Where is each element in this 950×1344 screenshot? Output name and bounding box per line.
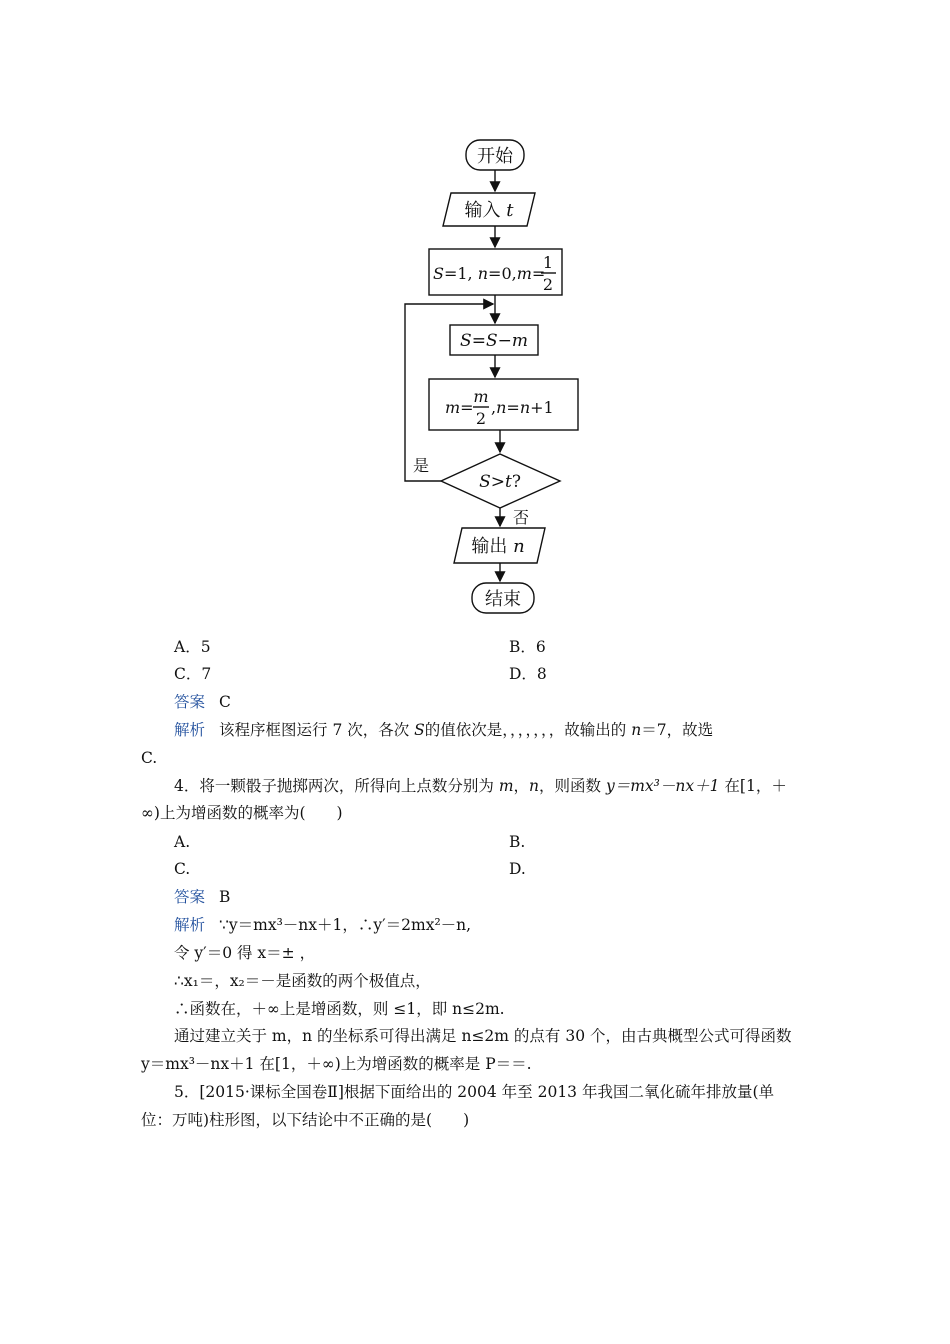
step2-frac-den: 2 bbox=[475, 409, 487, 428]
q4-stem-n: n bbox=[529, 777, 540, 795]
cond-gt: > bbox=[490, 472, 505, 492]
init-frac-den: 2 bbox=[542, 275, 554, 294]
q3-option-d: D．8 bbox=[509, 665, 547, 683]
input-var: t bbox=[506, 200, 514, 221]
step1-m: m bbox=[511, 331, 528, 351]
q4-answer-label: 答案 bbox=[174, 888, 206, 906]
q4-option-c: C. bbox=[174, 860, 191, 878]
cond-s: S bbox=[479, 472, 491, 492]
init-m: m bbox=[516, 264, 532, 283]
q4-analysis-text1: ∵y＝mx³－nx＋1，∴y′＝2mx²－n, bbox=[219, 916, 472, 934]
q4-answer bbox=[174, 887, 230, 907]
q4-stem-part2: ，则函数 bbox=[539, 777, 602, 795]
q4-stem-part3: 在[1，＋ bbox=[724, 777, 787, 795]
q4-analysis-line3: ∴x₁＝，x₂＝－是函数的两个极值点， bbox=[174, 972, 431, 990]
q4-analysis-label: 解析 bbox=[174, 916, 206, 934]
q3-analysis-continued: C. bbox=[141, 749, 158, 767]
q4-option-b: B. bbox=[509, 833, 526, 851]
q4-stem-comma: ， bbox=[513, 777, 530, 795]
init-s: S bbox=[433, 264, 444, 283]
step2-n2: n bbox=[519, 398, 531, 417]
svg-text:S=S−m bbox=[460, 331, 528, 351]
cond-t: t bbox=[504, 472, 512, 492]
svg-text:,n=n+1 bbox=[491, 398, 554, 417]
step1-eq: = bbox=[471, 331, 486, 351]
q4-option-a: A. bbox=[174, 833, 191, 851]
q3-analysis-n: n bbox=[631, 721, 642, 739]
q4-stem-part1: 4．将一颗骰子抛掷两次，所得向上点数分别为 bbox=[174, 777, 494, 795]
svg-text:m= bbox=[445, 398, 474, 417]
svg-text:S>t? bbox=[479, 472, 521, 492]
q3-option-b: B．6 bbox=[509, 638, 546, 656]
q3-analysis-text2: 的值依次是，，，，，，，故输出的 bbox=[424, 721, 627, 739]
q3-answer bbox=[174, 692, 231, 712]
init-eq1: =1, bbox=[443, 264, 478, 283]
q3-answer-value: C bbox=[219, 693, 231, 711]
q4-stem-function: y＝mx³－nx＋1 bbox=[605, 777, 720, 795]
q3-analysis bbox=[174, 720, 713, 740]
q5-stem-line1: 5．[2015·课标全国卷Ⅱ]根据下面给出的 2004 年至 2013 年我国二氧化硫年排放量(单 bbox=[174, 1083, 775, 1101]
svg-text:S=1, n=0,m= bbox=[433, 264, 545, 283]
q4-stem-line2: ∞)上为增函数的概率为( ) bbox=[141, 804, 343, 822]
q4-stem-m: m bbox=[498, 777, 514, 795]
svg-text:输出 n bbox=[471, 536, 524, 557]
q3-analysis-s: S bbox=[414, 721, 425, 739]
program-flowchart bbox=[0, 0, 950, 630]
no-label: 否 bbox=[513, 508, 530, 527]
q4-analysis-line4: ∴函数在，＋∞上是增函数，则 ≤1，即 n≤2m. bbox=[174, 1000, 505, 1018]
step2-eq: = bbox=[460, 398, 474, 417]
q4-analysis-line5: 通过建立关于 m，n 的坐标系可得出满足 n≤2m 的点有 30 个，由古典概型公式可得函数 bbox=[174, 1027, 792, 1045]
q4-stem-line1 bbox=[174, 776, 787, 796]
q4-analysis-line6: y＝mx³－nx＋1 在[1，＋∞)上为增函数的概率是 P＝＝. bbox=[141, 1055, 532, 1073]
q4-analysis-line2: 令 y′＝0 得 x＝± ， bbox=[174, 944, 316, 962]
cond-q: ? bbox=[511, 472, 521, 492]
step1-s: S bbox=[460, 331, 472, 351]
q3-answer-label: 答案 bbox=[174, 693, 206, 711]
q5-stem-line2: 位：万吨)柱形图，以下结论中不正确的是( ) bbox=[141, 1111, 470, 1129]
step1-s2: S bbox=[485, 331, 498, 351]
init-n: n bbox=[477, 264, 489, 283]
q3-analysis-label: 解析 bbox=[174, 721, 206, 739]
output-var: n bbox=[513, 536, 525, 557]
q3-option-a: A．5 bbox=[174, 638, 211, 656]
step2-m: m bbox=[445, 398, 461, 417]
q3-analysis-text1: 该程序框图运行 7 次，各次 bbox=[219, 721, 410, 739]
step2-frac-num: m bbox=[473, 387, 489, 406]
step2-eq2: = bbox=[506, 398, 520, 417]
q4-answer-value: B bbox=[219, 888, 231, 906]
init-eq2: =0, bbox=[488, 264, 517, 283]
output-label: 输出 bbox=[471, 536, 508, 557]
svg-text:输入 t bbox=[465, 200, 515, 221]
yes-label: 是 bbox=[413, 456, 430, 475]
step2-comma: , bbox=[491, 398, 497, 417]
step1-minus: − bbox=[497, 331, 512, 351]
step2-n: n bbox=[496, 398, 507, 417]
input-label: 输入 bbox=[464, 200, 501, 221]
start-label: 开始 bbox=[477, 146, 513, 167]
q3-analysis-text3: ＝7，故选 bbox=[641, 721, 714, 739]
q4-analysis-line1 bbox=[174, 915, 471, 935]
init-eq3: = bbox=[531, 264, 546, 283]
end-label: 结束 bbox=[485, 589, 521, 610]
init-frac-num: 1 bbox=[542, 253, 554, 272]
step2-plus1: +1 bbox=[530, 398, 554, 417]
q4-option-d: D. bbox=[509, 860, 526, 878]
q3-option-c: C．7 bbox=[174, 665, 212, 683]
